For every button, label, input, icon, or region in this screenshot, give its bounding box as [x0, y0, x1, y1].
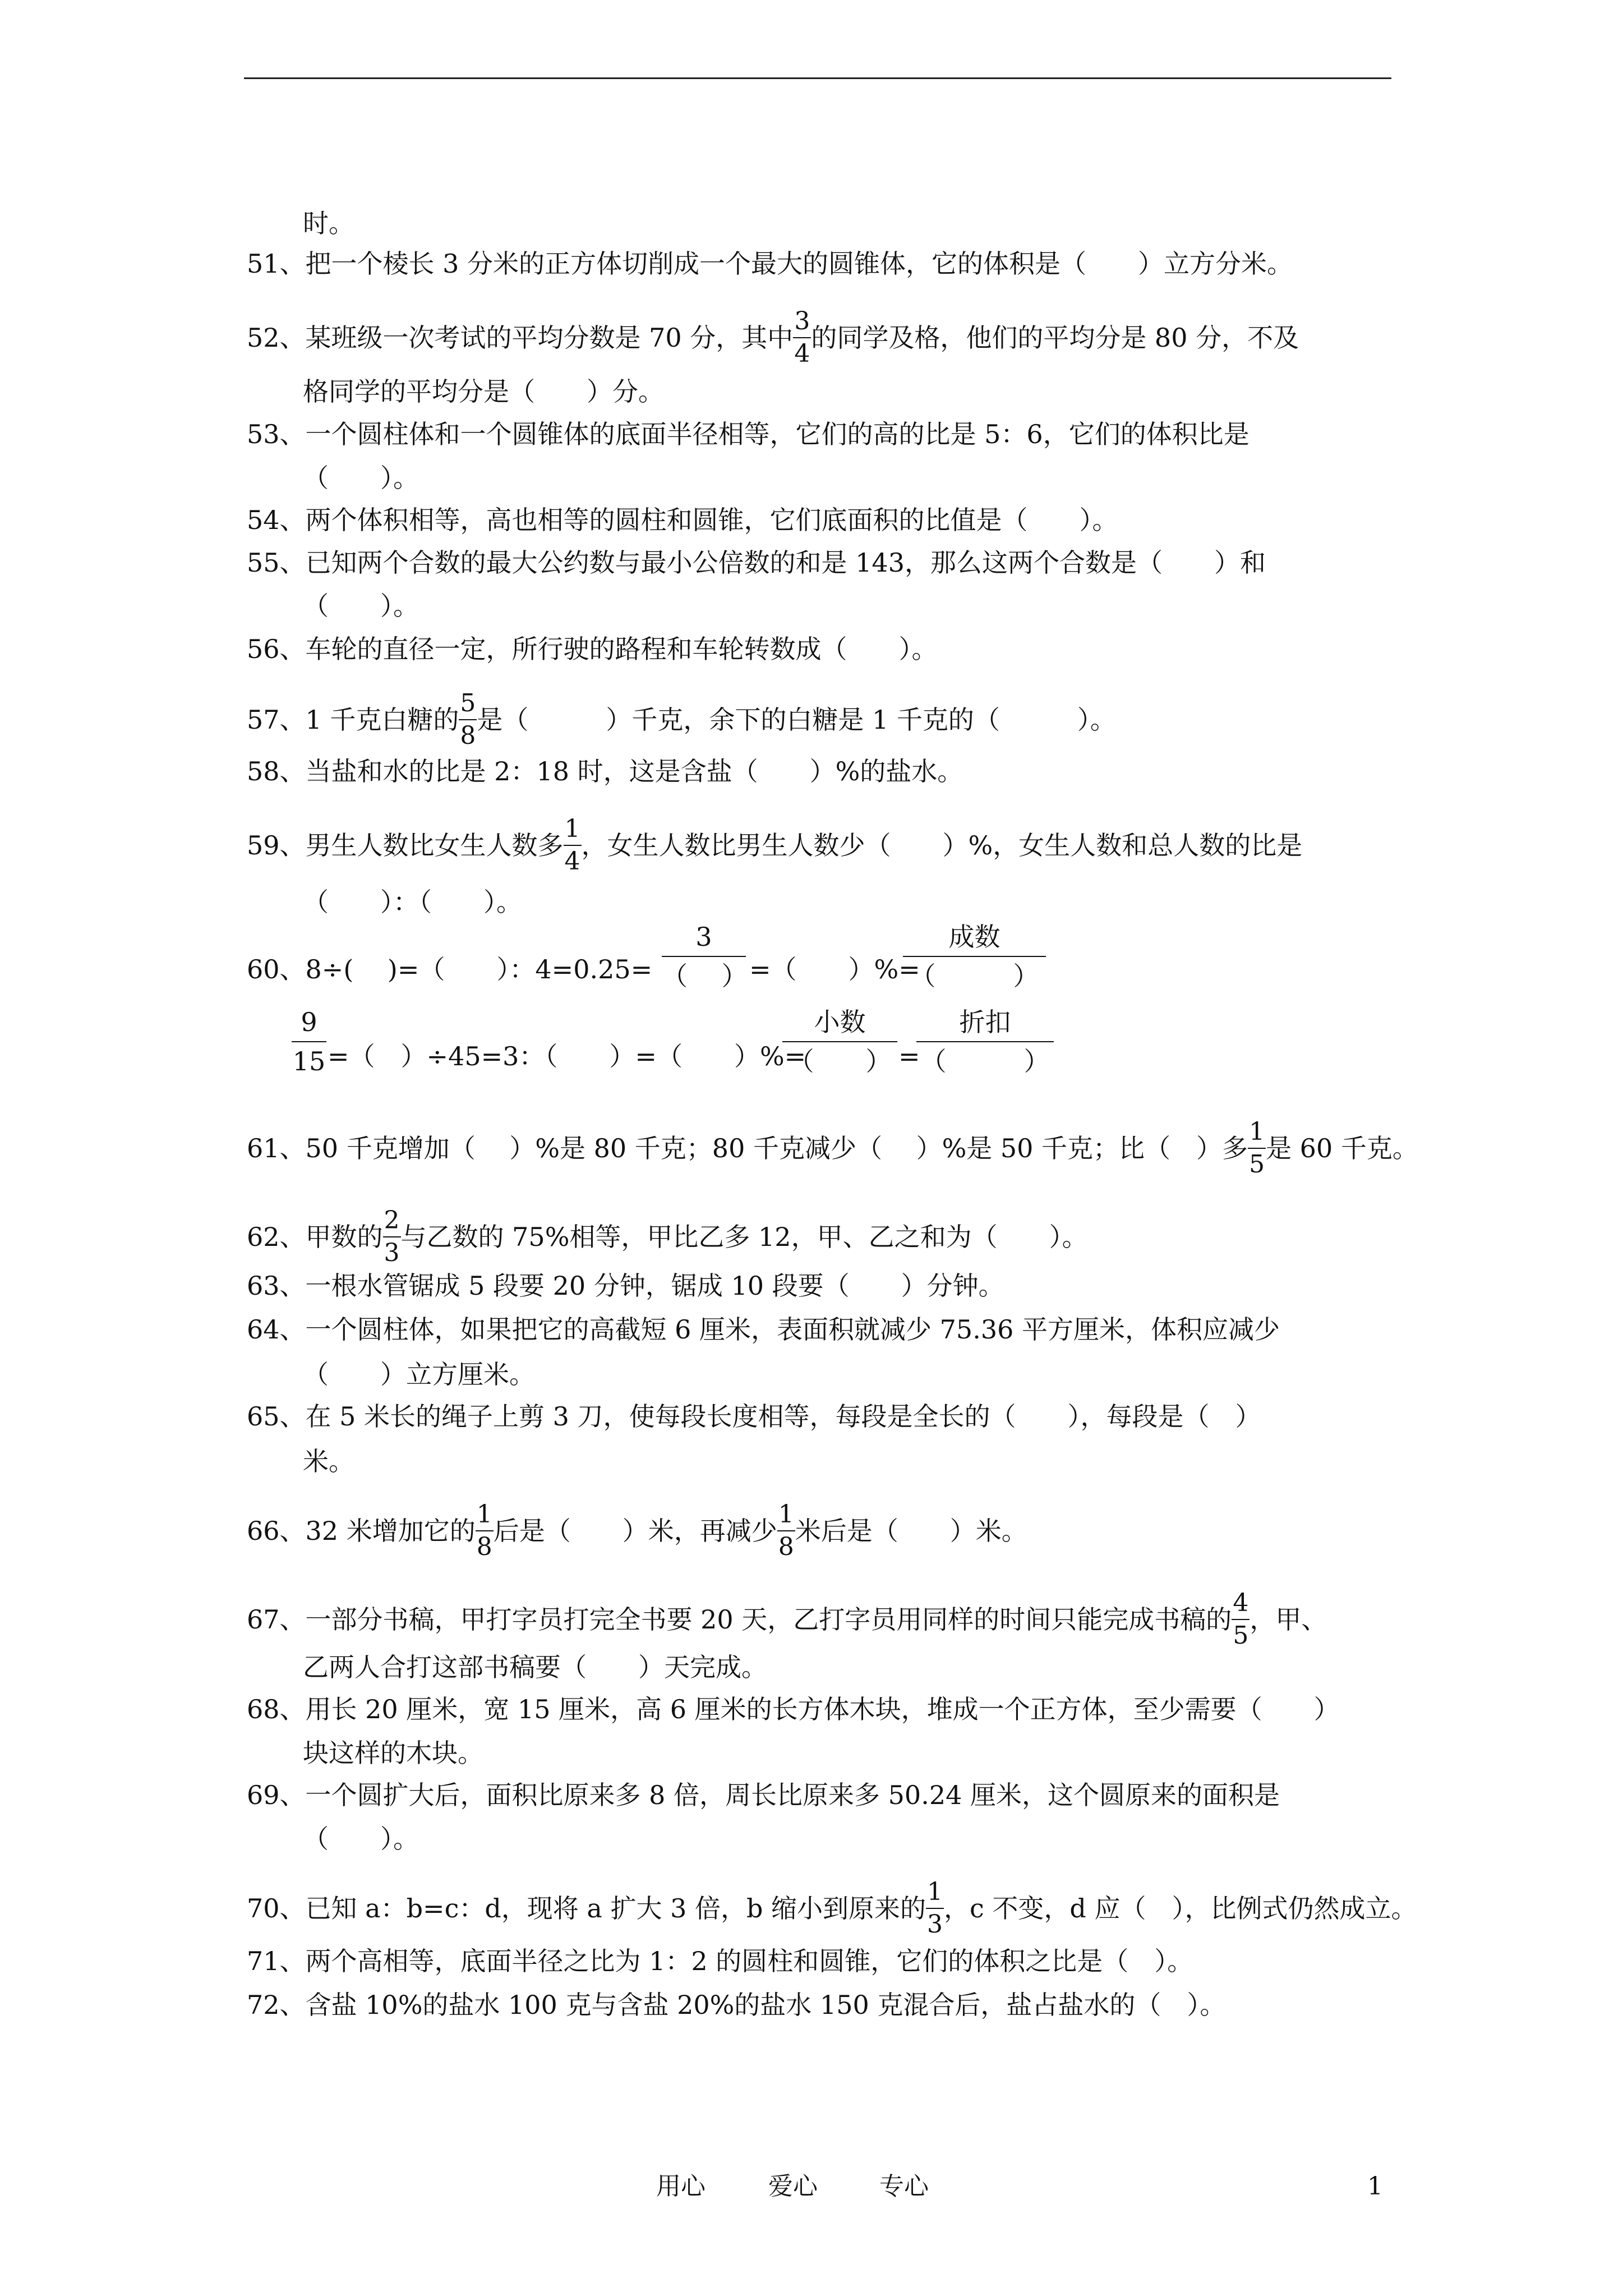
question-52-line-2: 格同学的平均分是（ ）分。 — [303, 376, 664, 407]
question-62 — [247, 1206, 1088, 1267]
continuation-text: 时。 — [303, 208, 354, 238]
fraction-2-3: $\frac{2}{3}$ — [384, 1206, 400, 1267]
question-68: 68、用长 20 厘米，宽 15 厘米，高 6 厘米的长方体木块，堆成一个正方体，至少需要（ ） — [247, 1694, 1340, 1724]
question-57 — [247, 689, 1116, 750]
question-60-text-b: =（ ）%= — [749, 954, 920, 984]
question-61-text-b: 是 60 千克。 — [1266, 1133, 1418, 1163]
question-59 — [247, 815, 1303, 876]
question-69-line-2: （ ）。 — [303, 1824, 419, 1854]
question-54: 54、两个体积相等，高也相等的圆柱和圆锥，它们底面积的比值是（ ）。 — [247, 505, 1118, 535]
fraction-chengshu: 成数 （ ） — [903, 920, 1046, 993]
fraction-xiaoshu: 小数 （ ） — [782, 1005, 897, 1078]
fraction-9-15: 9 15 — [292, 1005, 326, 1078]
footer-motto-2: 爱心 — [768, 2172, 818, 2201]
question-57-text-b: 是（ ）千克，余下的白糖是 1 千克的（ ）。 — [477, 705, 1116, 735]
fraction-4-5: $\frac{4}{5}$ — [1233, 1589, 1249, 1650]
question-70-text-b: ，c 不变，d 应（ ），比例式仍然成立。 — [944, 1893, 1417, 1924]
question-67-text-b: ，甲、 — [1249, 1604, 1327, 1635]
question-56: 56、车轮的直径一定，所行驶的路程和车轮转数成（ ）。 — [247, 634, 938, 664]
question-62-text-a: 62、甲数的 — [247, 1222, 383, 1252]
question-60-text-c: =（ ）÷45=3：（ ）=（ ）%= — [328, 1041, 806, 1071]
fraction-3-blank: 3 （ ） — [662, 920, 746, 993]
question-53: 53、一个圆柱体和一个圆锥体的底面半径相等，它们的高的比是 5：6，它们的体积比是 — [247, 419, 1249, 449]
question-68-line-2: 块这样的木块。 — [303, 1738, 483, 1768]
header-rule — [244, 77, 1391, 79]
question-66-text-c: 米后是（ ）米。 — [795, 1516, 1027, 1546]
question-72: 72、含盐 10%的盐水 100 克与含盐 20%的盐水 150 克混合后，盐占盐水的（ ）。 — [247, 1990, 1226, 2020]
question-64: 64、一个圆柱体，如果把它的高截短 6 厘米，表面积就减少 75.36 平方厘米，体积应减少 — [247, 1314, 1280, 1345]
fraction-5-8: $\frac{5}{8}$ — [460, 689, 476, 750]
footer-motto-3: 专心 — [879, 2172, 929, 2201]
footer-motto-1: 用心 — [656, 2172, 706, 2201]
question-55: 55、已知两个合数的最大公约数与最小公倍数的和是 143，那么这两个合数是（ ）和 — [247, 547, 1266, 578]
question-59-line-2: （ ）：（ ）。 — [303, 887, 522, 917]
question-67 — [247, 1589, 1327, 1650]
question-58: 58、当盐和水的比是 2：18 时，这是含盐（ ）%的盐水。 — [247, 756, 963, 786]
question-71: 71、两个高相等，底面半径之比为 1：2 的圆柱和圆锥，它们的体积之比是（ ）。 — [247, 1946, 1193, 1976]
question-62-text-b: 与乙数的 75%相等，甲比乙多 12，甲、乙之和为（ ）。 — [400, 1222, 1088, 1252]
question-57-text-a: 57、1 千克白糖的 — [247, 705, 459, 735]
question-53-line-2: （ ）。 — [303, 463, 419, 493]
question-66-text-b: 后是（ ）米，再减少 — [493, 1516, 777, 1546]
page-number: 1 — [1367, 2172, 1383, 2201]
question-65-line-2: 米。 — [303, 1446, 354, 1476]
question-52 — [247, 307, 1299, 368]
question-59-text-a: 59、男生人数比女生人数多 — [247, 830, 564, 861]
question-67-text-a: 67、一部分书稿，甲打字员打完全书要 20 天，乙打字员用同样的时间只能完成书稿的 — [247, 1604, 1232, 1635]
question-70-text-a: 70、已知 a：b=c：d，现将 a 扩大 3 倍，b 缩小到原来的 — [247, 1893, 926, 1924]
question-65: 65、在 5 米长的绳子上剪 3 刀，使每段长度相等，每段是全长的（ ），每段是（ ） — [247, 1401, 1261, 1432]
question-66-text-a: 66、32 米增加它的 — [247, 1516, 476, 1546]
question-61 — [247, 1117, 1418, 1179]
fraction-1-4: $\frac{1}{4}$ — [564, 815, 580, 876]
question-66 — [247, 1500, 1027, 1561]
question-61-text-a: 61、50 千克增加（ ）%是 80 千克；80 千克减少（ ）%是 50 千克；比（ ）多 — [247, 1133, 1248, 1163]
fraction-1-8-a: $\frac{1}{8}$ — [476, 1500, 492, 1561]
fraction-1-5: $\frac{1}{5}$ — [1249, 1117, 1265, 1179]
question-52-text-a: 52、某班级一次考试的平均分数是 70 分，其中 — [247, 323, 794, 353]
question-55-line-2: （ ）。 — [303, 591, 419, 621]
question-63: 63、一根水管锯成 5 段要 20 分钟，锯成 10 段要（ ）分钟。 — [247, 1271, 1004, 1301]
fraction-zhekou: 折扣 （ ） — [916, 1005, 1054, 1078]
question-70 — [247, 1878, 1417, 1939]
question-69: 69、一个圆扩大后，面积比原来多 8 倍，周长比原来多 50.24 厘米，这个圆原来的面积是 — [247, 1780, 1280, 1810]
fraction-3-4: $\frac{3}{4}$ — [794, 307, 810, 368]
question-52-text-b: 的同学及格，他们的平均分是 80 分，不及 — [811, 323, 1299, 353]
question-67-line-2: 乙两人合打这部书稿要（ ）天完成。 — [303, 1652, 767, 1682]
fraction-1-8-b: $\frac{1}{8}$ — [778, 1500, 794, 1561]
question-51: 51、把一个棱长 3 分米的正方体切削成一个最大的圆锥体，它的体积是（ ）立方分米。 — [247, 249, 1293, 279]
question-60-text-a: 60、8÷( )=（ ）：4=0.25= — [247, 954, 653, 984]
question-64-line-2: （ ）立方厘米。 — [303, 1359, 535, 1389]
fraction-1-3: $\frac{1}{3}$ — [927, 1878, 943, 1939]
question-60-equals: = — [898, 1041, 920, 1071]
question-59-text-b: ，女生人数比男生人数少（ ）%，女生人数和总人数的比是 — [581, 830, 1303, 861]
